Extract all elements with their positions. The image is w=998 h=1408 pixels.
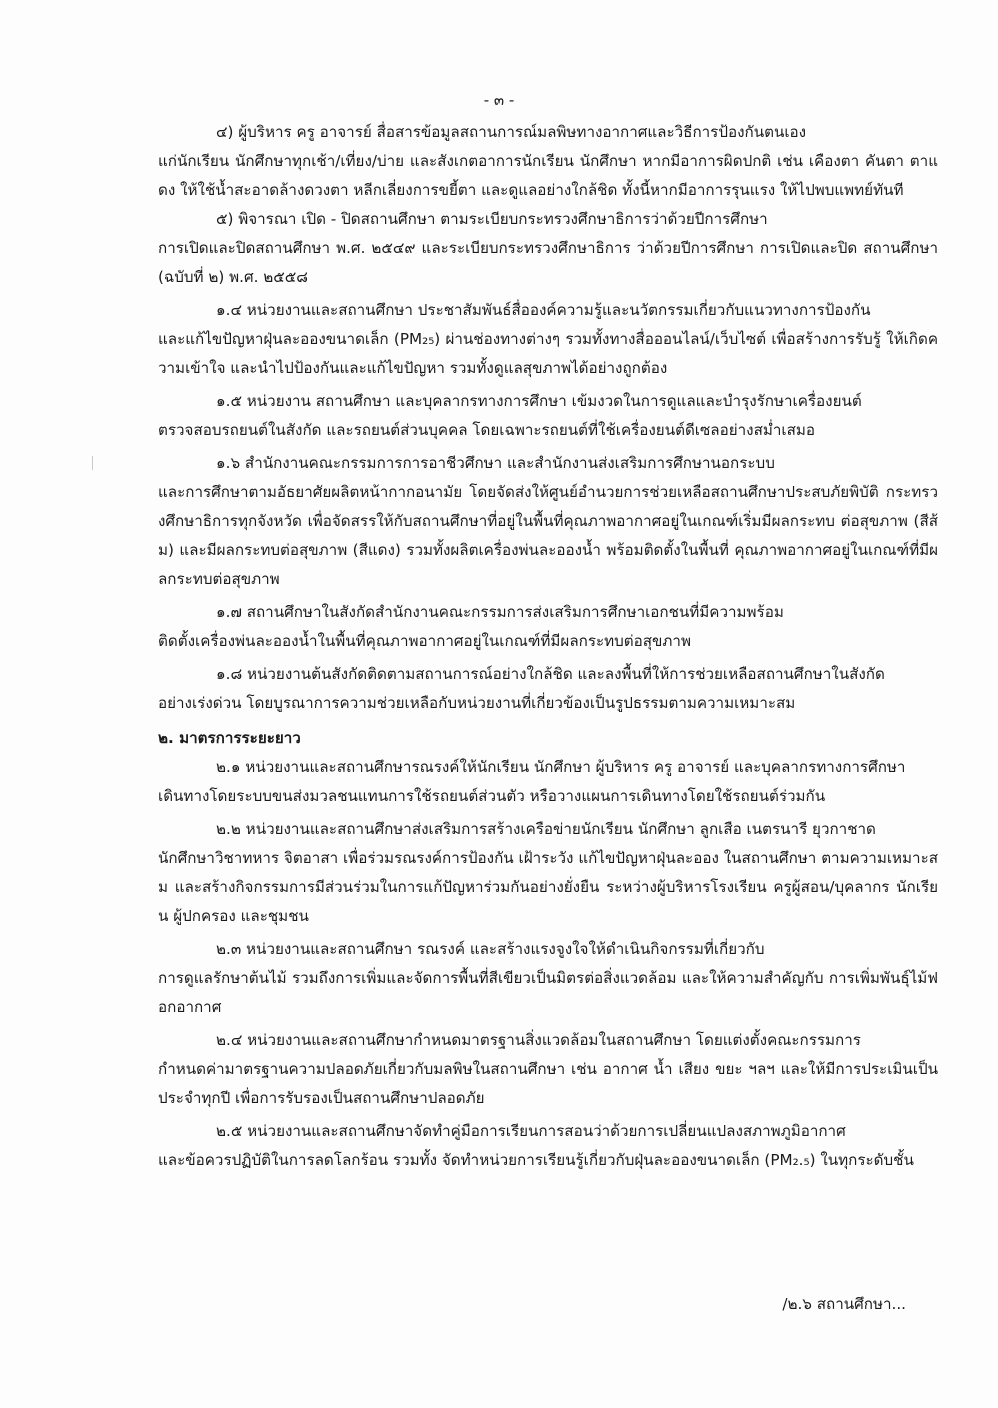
paragraph-1-5 <box>158 387 938 445</box>
document-body <box>158 118 938 1175</box>
paragraph-2-3 <box>158 935 938 1022</box>
paragraph-first-line: ๑.๗ สถานศึกษาในสังกัดสำนักงานคณะกรรมการส่งเสริมการศึกษาเอกชนที่มีความพร้อม <box>216 603 784 621</box>
paragraph-1-7 <box>158 598 938 656</box>
paragraph-5 <box>158 205 938 292</box>
paragraph-rest: กำหนดค่ามาตรฐานความปลอดภัยเกี่ยวกับมลพิษในสถานศึกษา เช่น อากาศ น้ำ เสียง ขยะ ฯลฯ และให้มีการประเมินเป็นประจำทุกปี เพื่อการรับรองเป็นสถานศึกษาปลอดภัย <box>158 1060 938 1107</box>
paragraph-first-line: ๑.๖ สำนักงานคณะกรรมการการอาชีวศึกษา และสำนักงานส่งเสริมการศึกษานอกระบบ <box>216 454 775 472</box>
paragraph-first-line: ๑.๘ หน่วยงานต้นสังกัดติดตามสถานการณ์อย่างใกล้ชิด และลงพื้นที่ให้การช่วยเหลือสถานศึกษาในสังกัด <box>216 665 885 683</box>
paragraph-2-5 <box>158 1117 938 1175</box>
paragraph-rest: ติดตั้งเครื่องพ่นละอองน้ำในพื้นที่คุณภาพอากาศอยู่ในเกณฑ์ที่มีผลกระทบต่อสุขภาพ <box>158 632 691 650</box>
paragraph-first-line: ๒.๒ หน่วยงานและสถานศึกษาส่งเสริมการสร้างเครือข่ายนักเรียน นักศึกษา ลูกเสือ เนตรนารี ยุวกาชาด <box>216 820 876 838</box>
paragraph-first-line: ๒.๔ หน่วยงานและสถานศึกษากำหนดมาตรฐานสิ่งแวดล้อมในสถานศึกษา โดยแต่งตั้งคณะกรรมการ <box>216 1031 861 1049</box>
paragraph-4 <box>158 118 938 205</box>
paragraph-rest: แก่นักเรียน นักศึกษาทุกเช้า/เที่ยง/บ่าย และสังเกตอาการนักเรียน นักศึกษา หากมีอาการผิดปกติ เช่น เคืองตา คันตา ตาแดง ให้ใช้น้ำสะอาดล้างดวงตา หลีกเลี่ยงการขยี้ตา และดูแลอย่างใกล้ชิด ทั้งนี้หากมีอาการรุนแรง ให้ไปพบแพทย์ทันที <box>158 152 938 199</box>
paragraph-2-1 <box>158 753 938 811</box>
section-heading: ๒. มาตรการระยะยาว <box>158 729 301 747</box>
paragraph-first-line: ๒.๑ หน่วยงานและสถานศึกษารณรงค์ให้นักเรียน นักศึกษา ผู้บริหาร ครู อาจารย์ และบุคลากรทางการศึกษา <box>216 758 906 776</box>
paragraph-1-8 <box>158 660 938 718</box>
margin-mark <box>92 456 93 470</box>
continuation-note: /๒.๖ สถานศึกษา... <box>782 1295 906 1313</box>
paragraph-first-line: ๔) ผู้บริหาร ครู อาจารย์ สื่อสารข้อมูลสถานการณ์มลพิษทางอากาศและวิธีการป้องกันตนเอง <box>216 123 807 141</box>
paragraph-rest: ตรวจสอบรถยนต์ในสังกัด และรถยนต์ส่วนบุคคล โดยเฉพาะรถยนต์ที่ใช้เครื่องยนต์ดีเซลอย่างสม่ำเสมอ <box>158 421 815 439</box>
paragraph-2-2 <box>158 815 938 931</box>
paragraph-1-6 <box>158 449 938 594</box>
paragraph-rest: และแก้ไขปัญหาฝุ่นละอองขนาดเล็ก (PM₂₅) ผ่านช่องทางต่างๆ รวมทั้งทางสื่อออนไลน์/เว็บไซต์ เพื่อสร้างการรับรู้ ให้เกิดความเข้าใจ และนำไปป้องกันและแก้ไขปัญหา รวมทั้งดูแลสุขภาพได้อย่างถูกต้อง <box>158 330 938 377</box>
paragraph-rest: การดูแลรักษาต้นไม้ รวมถึงการเพิ่มและจัดการพื้นที่สีเขียวเป็นมิตรต่อสิ่งแวดล้อม และให้ความสำคัญกับ การเพิ่มพันธุ์ไม้ฟอกอากาศ <box>158 969 938 1016</box>
paragraph-2-4 <box>158 1026 938 1113</box>
paragraph-rest: และข้อควรปฏิบัติในการลดโลกร้อน รวมทั้ง จัดทำหน่วยการเรียนรู้เกี่ยวกับฝุ่นละอองขนาดเล็ก (PM₂.₅) ในทุกระดับชั้น <box>158 1151 914 1169</box>
paragraph-rest: การเปิดและปิดสถานศึกษา พ.ศ. ๒๕๔๙ และระเบียบกระทรวงศึกษาธิการ ว่าด้วยปีการศึกษา การเปิดและปิด สถานศึกษา (ฉบับที่ ๒) พ.ศ. ๒๕๕๘ <box>158 239 938 286</box>
paragraph-rest: และการศึกษาตามอัธยาศัยผลิตหน้ากากอนามัย โดยจัดส่งให้ศูนย์อำนวยการช่วยเหลือสถานศึกษาประสบภัยพิบัติ กระทรวงศึกษาธิการทุกจังหวัด เพื่อจัดสรรให้กับสถานศึกษาที่อยู่ในพื้นที่คุณภาพอากาศอยู่ในเกณฑ์เริ่มมีผลกระทบ ต่อสุขภาพ (สีส้ม) และมีผลกระทบต่อสุขภาพ (สีแดง) รวมทั้งผลิตเครื่องพ่นละอองน้ำ พร้อมติดตั้งในพื้นที่ คุณภาพอากาศอยู่ในเกณฑ์ที่มีผลกระทบต่อสุขภาพ <box>158 483 938 588</box>
paragraph-rest: อย่างเร่งด่วน โดยบูรณาการความช่วยเหลือกับหน่วยงานที่เกี่ยวข้องเป็นรูปธรรมตามความเหมาะสม <box>158 694 796 712</box>
paragraph-first-line: ๑.๕ หน่วยงาน สถานศึกษา และบุคลากรทางการศึกษา เข้มงวดในการดูแลและบำรุงรักษาเครื่องยนต์ <box>216 392 862 410</box>
paragraph-1-4 <box>158 296 938 383</box>
paragraph-first-line: ๒.๕ หน่วยงานและสถานศึกษาจัดทำคู่มือการเรียนการสอนว่าด้วยการเปลี่ยนแปลงสภาพภูมิอากาศ <box>216 1122 846 1140</box>
paragraph-first-line: ๑.๔ หน่วยงานและสถานศึกษา ประชาสัมพันธ์สื่อองค์ความรู้และนวัตกรรมเกี่ยวกับแนวทางการป้องกัน <box>216 301 871 319</box>
paragraph-first-line: ๕) พิจารณา เปิด - ปิดสถานศึกษา ตามระเบียบกระทรวงศึกษาธิการว่าด้วยปีการศึกษา <box>216 210 768 228</box>
paragraph-first-line: ๒.๓ หน่วยงานและสถานศึกษา รณรงค์ และสร้างแรงจูงใจให้ดำเนินกิจกรรมที่เกี่ยวกับ <box>216 940 765 958</box>
paragraph-rest: เดินทางโดยระบบขนส่งมวลชนแทนการใช้รถยนต์ส่วนตัว หรือวางแผนการเดินทางโดยใช้รถยนต์ร่วมกัน <box>158 787 826 805</box>
paragraph-rest: นักศึกษาวิชาทหาร จิตอาสา เพื่อร่วมรณรงค์การป้องกัน เฝ้าระวัง แก้ไขปัญหาฝุ่นละออง ในสถานศึกษา ตามความเหมาะสม และสร้างกิจกรรมการมีส่วนร่วมในการแก้ปัญหาร่วมกันอย่างยั่งยืน ระหว่างผู้บริหารโรงเรียน ครูผู้สอน/บุคลากร นักเรียน ผู้ปกครอง และชุมชน <box>158 849 938 925</box>
page-number: - ๓ - <box>483 91 515 109</box>
